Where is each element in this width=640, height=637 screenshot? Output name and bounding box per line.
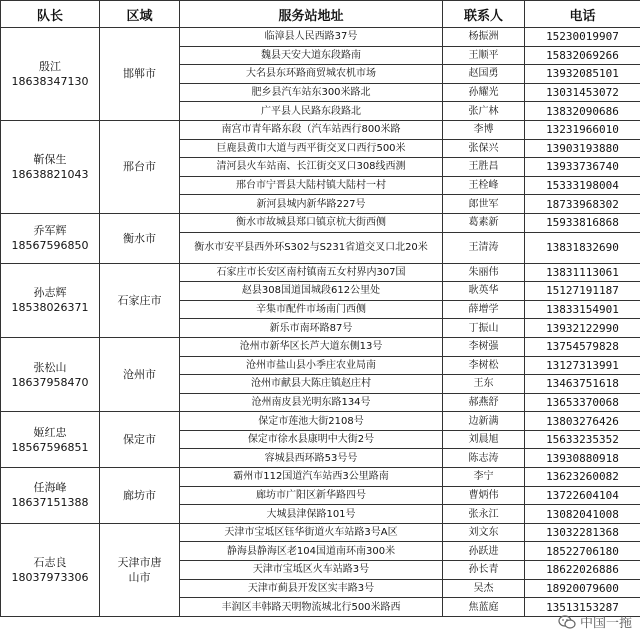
address-cell: 丰润区丰韩路天明物流城北行500米路西: [180, 598, 443, 617]
team-leader-cell: [1, 213, 100, 263]
team-leader-phone: 18638347130: [11, 74, 89, 88]
header-contact: 联系人: [443, 1, 525, 28]
contact-cell: 张永江: [443, 505, 525, 524]
wechat-icon: [558, 615, 576, 629]
address-cell: 保定市徐水县康明中大街2号: [180, 430, 443, 449]
address-cell: 天津市蓟县开发区实丰路3号: [180, 579, 443, 598]
team-leader-phone: 18637151388: [11, 496, 89, 510]
address-cell: 辛集市配件市场南门西侧: [180, 300, 443, 319]
phone-cell: 13127313991: [525, 356, 640, 375]
region-cell: 廊坊市: [100, 468, 180, 524]
phone-cell: 13832090686: [525, 102, 640, 121]
contact-cell: 李树松: [443, 356, 525, 375]
phone-cell: 13082041008: [525, 505, 640, 524]
phone-cell: 18733968302: [525, 195, 640, 214]
team-leader-phone: 18538026371: [11, 301, 89, 315]
team-leader-name: 姬红忠: [33, 425, 67, 439]
team-leader-name: 靳保生: [33, 152, 67, 166]
phone-cell: 15633235352: [525, 430, 640, 449]
address-cell: 沧州市献县大陈庄镇赵庄村: [180, 375, 443, 394]
contact-cell: 朱丽伟: [443, 263, 525, 282]
phone-cell: 13754579828: [525, 337, 640, 356]
contact-cell: 李宁: [443, 468, 525, 487]
address-cell: 肥乡县汽车站东300米路北: [180, 83, 443, 102]
contact-cell: 丁振山: [443, 319, 525, 338]
team-leader-cell: [1, 28, 100, 121]
address-cell: 邢台市宁晋县大陆村镇大陆村一村: [180, 176, 443, 195]
region-cell: 保定市: [100, 412, 180, 468]
team-leader-phone: 18567596851: [11, 440, 89, 454]
contact-cell: 王栓峰: [443, 176, 525, 195]
team-leader-cell: [1, 337, 100, 411]
contact-cell: 孙跃进: [443, 542, 525, 561]
header-address: 服务站地址: [180, 1, 443, 28]
contact-cell: 薛增学: [443, 300, 525, 319]
table-row: [1, 468, 640, 487]
header-row: [1, 1, 640, 28]
team-leader-cell: [1, 412, 100, 468]
region-cell: 邯郸市: [100, 28, 180, 121]
contact-cell: 张广林: [443, 102, 525, 121]
table-row: [1, 337, 640, 356]
address-cell: 霸州市112国道汽车站西3公里路南: [180, 468, 443, 487]
team-leader-cell: [1, 523, 100, 616]
contact-cell: 陈志涛: [443, 449, 525, 468]
phone-cell: 13031453072: [525, 83, 640, 102]
phone-cell: 15127191187: [525, 282, 640, 301]
phone-cell: 18920079600: [525, 579, 640, 598]
address-cell: 广平县人民路东段路北: [180, 102, 443, 121]
table-row: [1, 213, 640, 232]
address-cell: 天津市宝坻区钰华街道火车站路3号A区: [180, 523, 443, 542]
region-cell: 衡水市: [100, 213, 180, 263]
address-cell: 天津市宝坻区火车站路3号: [180, 561, 443, 580]
address-cell: 保定市莲池大街2108号: [180, 412, 443, 431]
table-row: [1, 523, 640, 542]
team-leader-name: 殷江: [39, 59, 61, 73]
address-cell: 魏县天安大道东段路南: [180, 46, 443, 65]
contact-cell: 边新满: [443, 412, 525, 431]
team-leader-name: 石志良: [33, 555, 67, 569]
contact-cell: 刘晨旭: [443, 430, 525, 449]
phone-cell: 13903193880: [525, 139, 640, 158]
header-region: 区域: [100, 1, 180, 28]
address-cell: 容城县西环路53号号: [180, 449, 443, 468]
address-cell: 新乐市南环路87号: [180, 319, 443, 338]
phone-cell: 13032281368: [525, 523, 640, 542]
phone-cell: 13930880918: [525, 449, 640, 468]
contact-cell: 王清涛: [443, 232, 525, 263]
address-cell: 廊坊市广阳区新华路四号: [180, 486, 443, 505]
watermark: [558, 612, 632, 631]
team-leader-name: 乔军辉: [33, 224, 67, 238]
phone-cell: 13463751618: [525, 375, 640, 394]
phone-cell: 18622026886: [525, 561, 640, 580]
contact-cell: 吴杰: [443, 579, 525, 598]
phone-cell: 13653370068: [525, 393, 640, 412]
team-leader-phone: 18567596850: [11, 239, 89, 253]
phone-cell: 13231966010: [525, 120, 640, 139]
phone-cell: 13933736740: [525, 158, 640, 177]
address-cell: 巨鹿县黄巾大道与西平街交叉口西行500米: [180, 139, 443, 158]
phone-cell: 15333198004: [525, 176, 640, 195]
watermark-text: 中国一拖: [579, 616, 632, 631]
address-cell: 大城县津保路101号: [180, 505, 443, 524]
contact-cell: 郎世军: [443, 195, 525, 214]
phone-cell: 13831832690: [525, 232, 640, 263]
phone-cell: 13513153287: [525, 598, 640, 617]
address-cell: 石家庄市长安区南村镇南五女村界内307国: [180, 263, 443, 282]
address-cell: 大名县东环路商贸城农机市场: [180, 65, 443, 84]
address-cell: 衡水市安平县西外环S302与S231省道交叉口北20米: [180, 232, 443, 263]
region-cell: 石家庄市: [100, 263, 180, 337]
phone-cell: 13623260082: [525, 468, 640, 487]
contact-cell: 赵国勇: [443, 65, 525, 84]
contact-cell: 李树强: [443, 337, 525, 356]
contact-cell: 孙耀光: [443, 83, 525, 102]
header-phone: 电话: [525, 1, 640, 28]
contact-cell: 焦蓝庭: [443, 598, 525, 617]
team-leader-cell: [1, 120, 100, 213]
region-cell: 天津市唐山市: [100, 523, 180, 616]
phone-cell: 13831113061: [525, 263, 640, 282]
team-leader-name: 张松山: [33, 360, 67, 374]
contact-cell: 曹炳伟: [443, 486, 525, 505]
contact-cell: 杨振洲: [443, 28, 525, 47]
team-leader-phone: 18037973306: [11, 570, 89, 584]
table-row: [1, 28, 640, 47]
header-leader: 队长: [1, 1, 100, 28]
region-cell: 邢台市: [100, 120, 180, 213]
table-body: [1, 28, 640, 617]
table-row: [1, 263, 640, 282]
address-cell: 新河县城内新华路227号: [180, 195, 443, 214]
address-cell: 南宫市青年路东段（汽车站西行800米路: [180, 120, 443, 139]
phone-cell: 13722604104: [525, 486, 640, 505]
table-row: [1, 120, 640, 139]
team-leader-phone: 18638821043: [11, 167, 89, 181]
contact-cell: 郝燕舒: [443, 393, 525, 412]
team-leader-cell: [1, 263, 100, 337]
address-cell: 沧州南皮县光明东路134号: [180, 393, 443, 412]
team-leader-name: 孙志辉: [33, 286, 67, 300]
contact-cell: 李博: [443, 120, 525, 139]
address-cell: 沧州市新华区长芦大道东侧13号: [180, 337, 443, 356]
phone-cell: 15832069266: [525, 46, 640, 65]
contact-cell: 王东: [443, 375, 525, 394]
region-cell: 沧州市: [100, 337, 180, 411]
address-cell: 赵县308国道国城段612公里处: [180, 282, 443, 301]
address-cell: 静海县静海区老104国道南环南300米: [180, 542, 443, 561]
phone-cell: 15933816868: [525, 213, 640, 232]
address-cell: 清河县火车站南、长江街交叉口308线西测: [180, 158, 443, 177]
phone-cell: 18522706180: [525, 542, 640, 561]
team-leader-cell: [1, 468, 100, 524]
contact-cell: 王顺平: [443, 46, 525, 65]
table-row: [1, 412, 640, 431]
phone-cell: 13932085101: [525, 65, 640, 84]
team-leader-name: 任海峰: [33, 481, 67, 495]
contact-cell: 张保兴: [443, 139, 525, 158]
contact-cell: 王胜昌: [443, 158, 525, 177]
phone-cell: 13932122990: [525, 319, 640, 338]
phone-cell: 15230019907: [525, 28, 640, 47]
address-cell: 临漳县人民西路37号: [180, 28, 443, 47]
phone-cell: 13803276426: [525, 412, 640, 431]
contact-cell: 葛素新: [443, 213, 525, 232]
team-leader-phone: 18637958470: [11, 375, 89, 389]
contact-cell: 耿英华: [443, 282, 525, 301]
contact-cell: 孙长青: [443, 561, 525, 580]
address-cell: 衡水市故城县郑口镇京杭大街西侧: [180, 213, 443, 232]
address-cell: 沧州市盐山县小季庄农业局南: [180, 356, 443, 375]
phone-cell: 13833154901: [525, 300, 640, 319]
contact-cell: 刘文东: [443, 523, 525, 542]
